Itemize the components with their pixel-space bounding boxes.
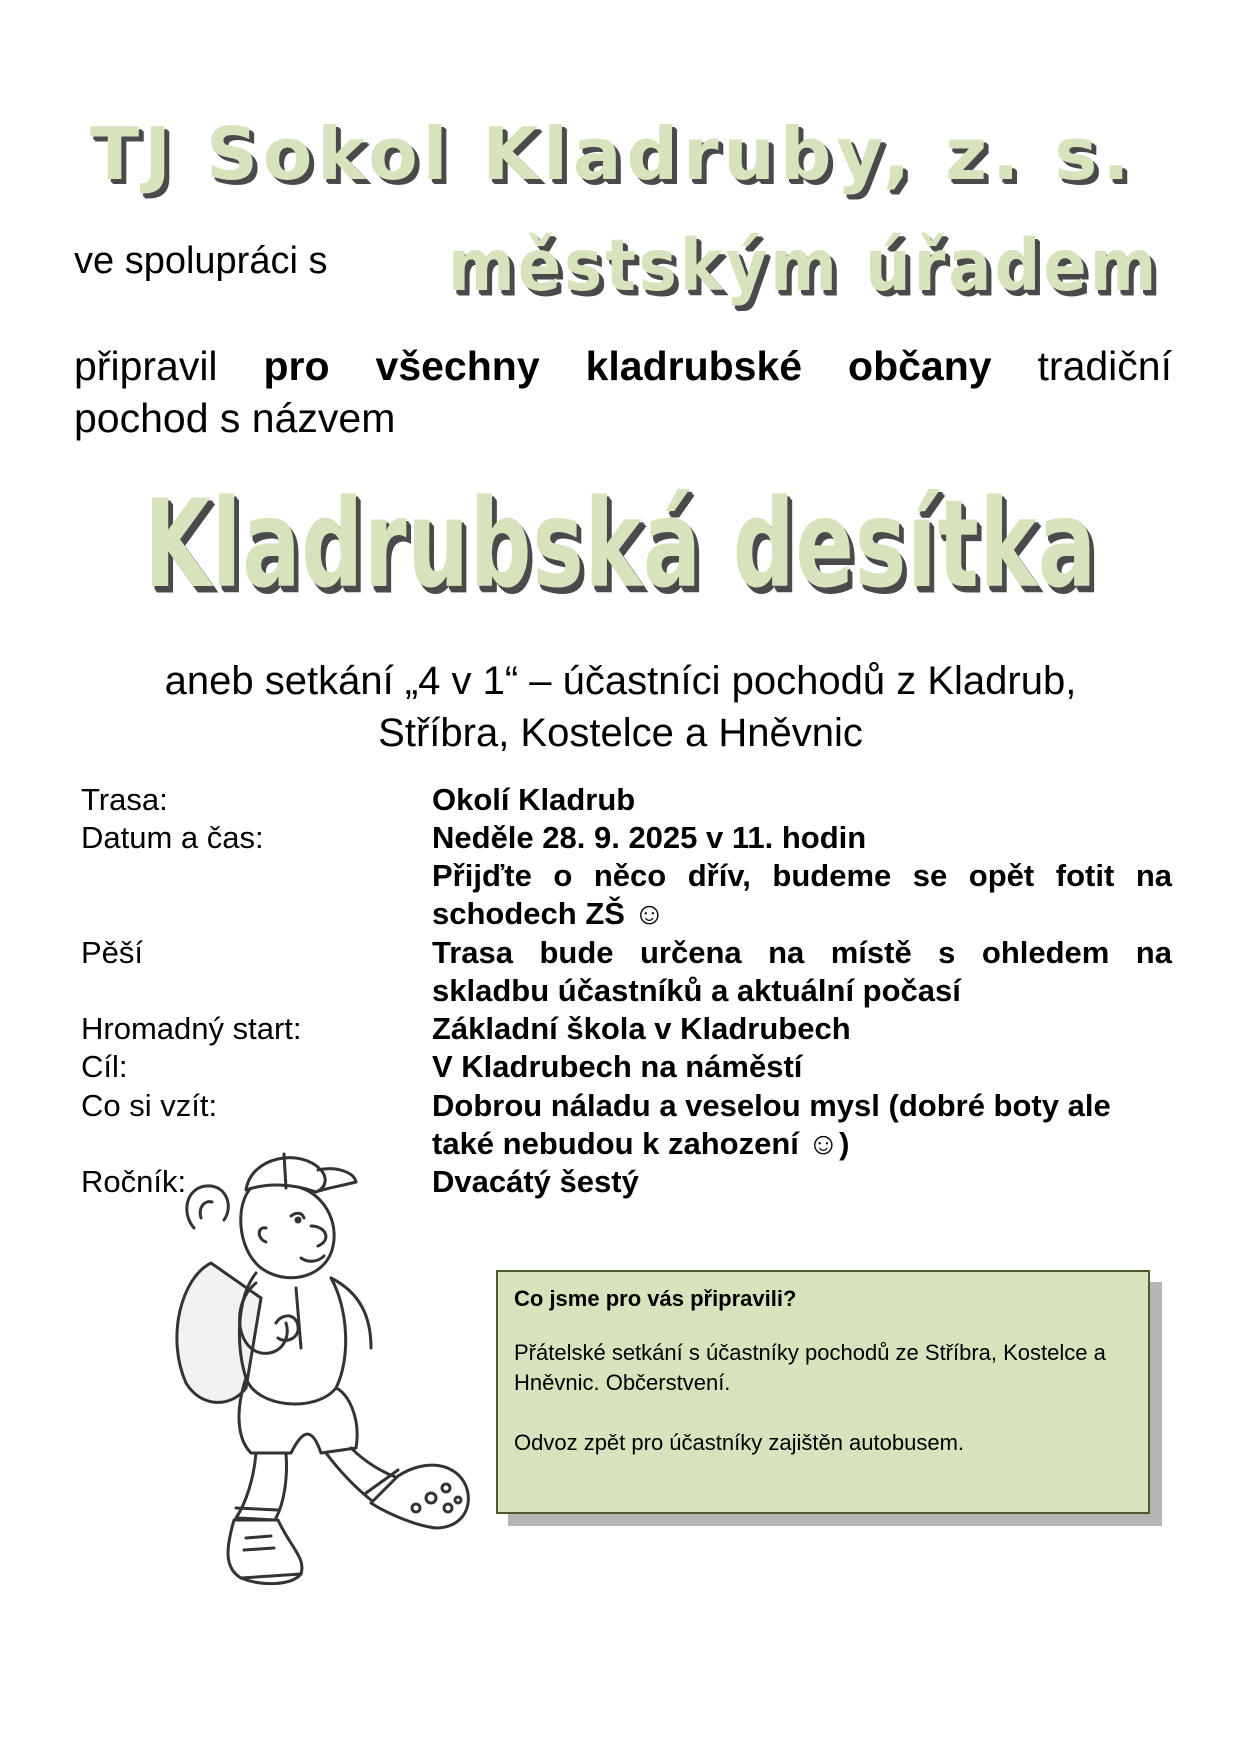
value-pesi: Trasa bude určena na místě s ohledem na skladbu účastníků a aktuální počasí (432, 935, 1172, 1008)
intro-part-1: připravil (74, 343, 218, 389)
label-trasa: Trasa: (81, 782, 168, 817)
subtitle-line-1: aneb setkání „4 v 1“ – účastníci pochodů z Kladrub, (164, 659, 1077, 703)
subtitle-line-2: Stříbra, Kostelce a Hněvnic (378, 711, 863, 755)
label-cil: Cíl: (81, 1049, 128, 1084)
partner-title: městským úřadem (448, 225, 1160, 308)
info-box-title: Co jsme pro vás připravili? (514, 1286, 797, 1311)
intro-line-2: pochod s názvem (74, 395, 396, 441)
event-title: Kladrubská desítka (144, 475, 1097, 615)
value-datum-note: Přijďte o něco dřív, budeme se opět fotit na schodech ZŠ ☺ (432, 858, 1172, 931)
intro-bold: pro všechny kladrubské občany (263, 343, 992, 389)
value-vzit: Dobrou náladu a veselou mysl (dobré boty ale také nebudou k zahození ☺) (432, 1088, 1111, 1161)
value-trasa: Okolí Kladrub (432, 782, 636, 817)
label-start: Hromadný start: (81, 1011, 302, 1046)
cooperation-prefix: ve spolupráci s (74, 240, 328, 282)
label-pesi: Pěší (81, 935, 144, 970)
info-box (496, 1270, 1150, 1514)
label-rocnik: Ročník: (81, 1164, 187, 1199)
value-start: Základní škola v Kladrubech (432, 1011, 851, 1046)
value-rocnik: Dvacátý šestý (432, 1164, 639, 1199)
value-cil: V Kladrubech na náměstí (432, 1049, 803, 1084)
intro-part-2: tradiční (1037, 343, 1172, 389)
info-box-paragraph-1: Přátelské setkání s účastníky pochodů ze Stříbra, Kostelce a Hněvnic. Občerstvení. (514, 1340, 1106, 1395)
organization-title: TJ Sokol Kladruby, z. s. (90, 112, 1135, 196)
value-datum: Neděle 28. 9. 2025 v 11. hodin (432, 820, 867, 855)
intro-line-1 (74, 340, 1172, 392)
info-box-paragraph-2: Odvoz zpět pro účastníky zajištěn autobusem. (514, 1430, 965, 1455)
subtitle (0, 655, 1241, 759)
label-datum: Datum a čas: (81, 820, 264, 855)
label-vzit: Co si vzít: (81, 1088, 218, 1123)
intro-paragraph (74, 340, 1172, 444)
